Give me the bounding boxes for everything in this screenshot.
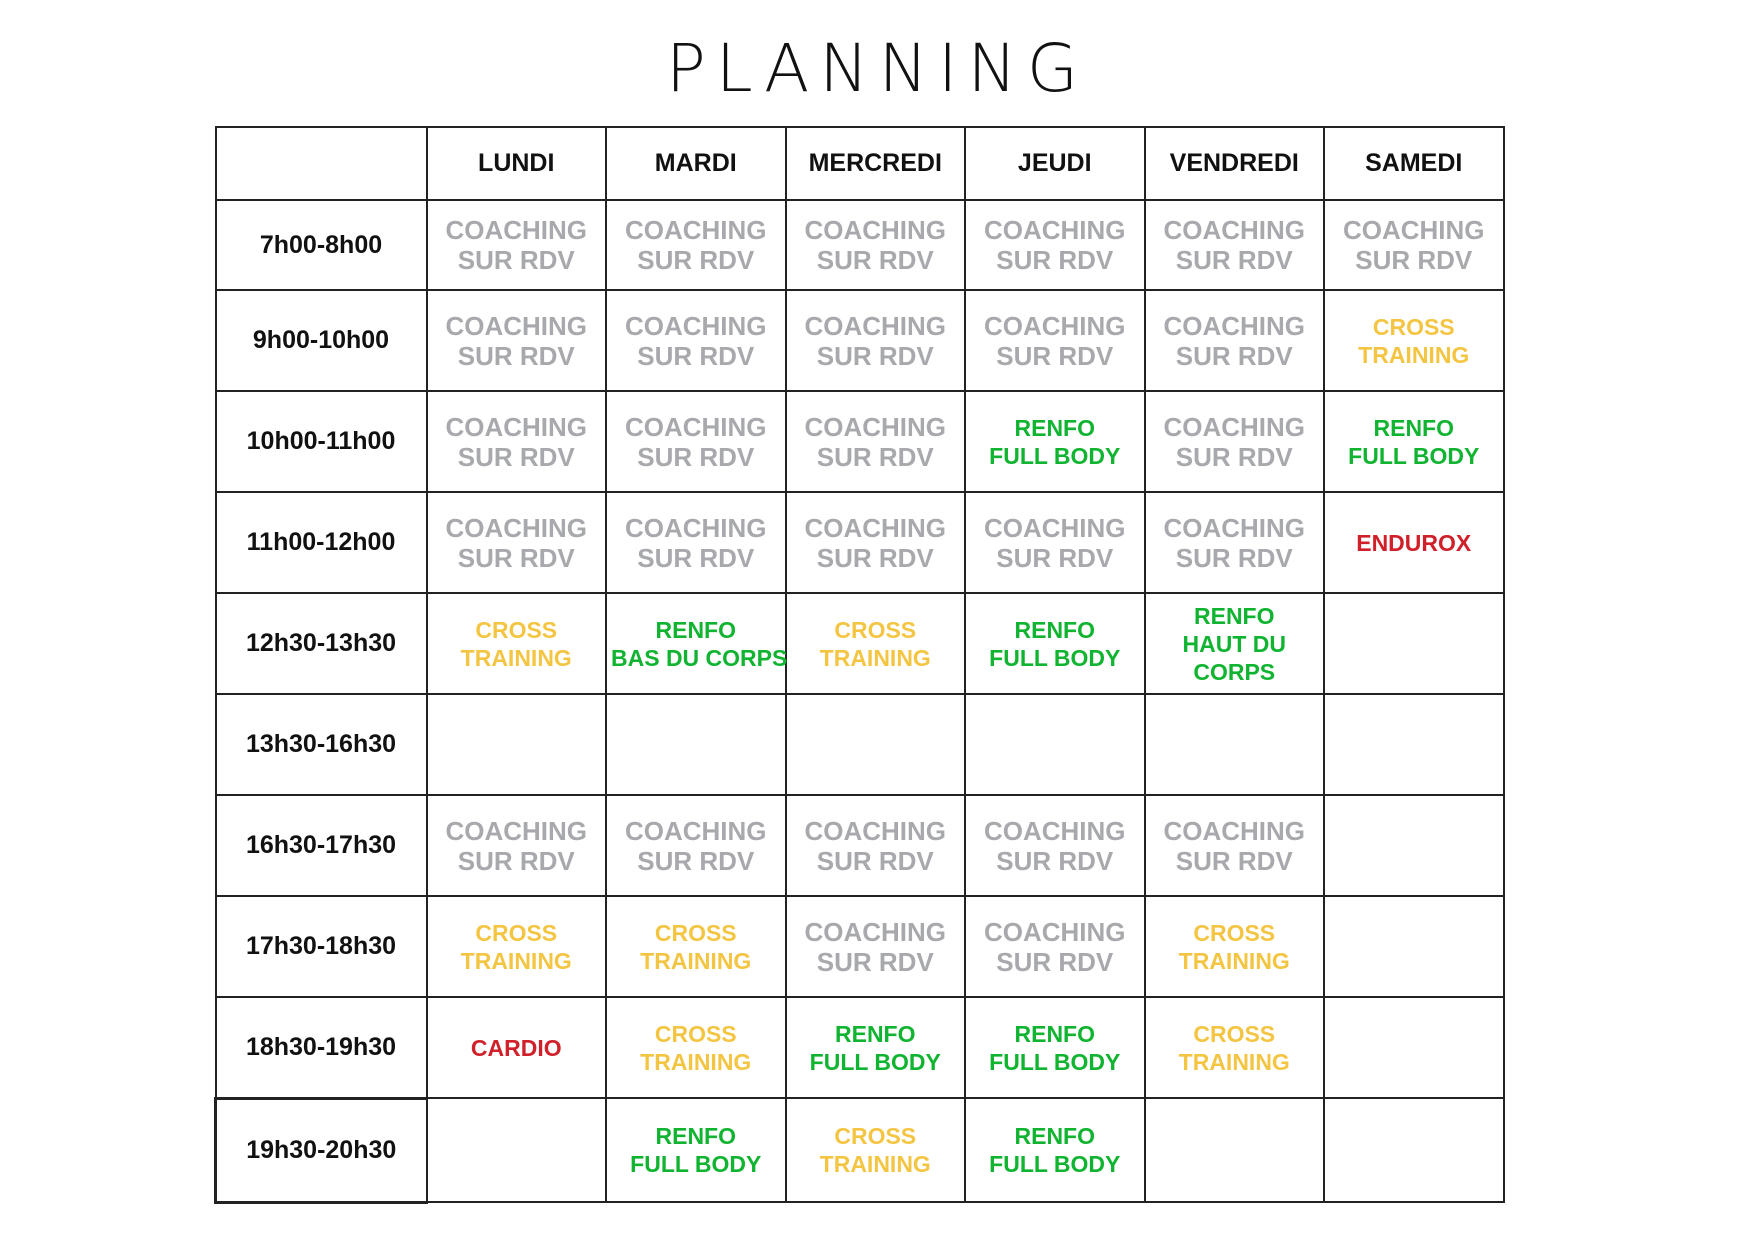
session-label: RENFO [1014, 414, 1095, 441]
session-cell-samedi [1324, 593, 1504, 694]
session-cell-lundi [427, 1098, 607, 1202]
session-cell-mardi [606, 593, 786, 694]
session-cell-samedi [1324, 492, 1504, 593]
session-label: RENFO [1014, 1123, 1095, 1149]
session-label: SUR RDV [816, 441, 934, 472]
session-cell-vendredi [1145, 1098, 1325, 1202]
session-label: FULL BODY [989, 644, 1121, 671]
session-label: CROSS [475, 616, 558, 643]
session-label: TRAINING [640, 947, 752, 974]
session-label: SUR RDV [816, 340, 934, 371]
session-cell-mardi [606, 492, 786, 593]
schedule-row [216, 391, 1504, 492]
session-cell-mercredi [786, 200, 966, 290]
session-label: COACHING [1342, 215, 1485, 245]
session-cell-jeudi [965, 997, 1145, 1098]
session-label: RENFO [1014, 616, 1095, 643]
session-cell-mardi [606, 694, 786, 795]
session-label: COACHING [624, 215, 767, 245]
session-cell-vendredi [1145, 593, 1325, 694]
session-cell-vendredi [1145, 492, 1325, 593]
session-label: TRAINING [1358, 341, 1470, 368]
session-cell-vendredi [1145, 795, 1325, 896]
time-slot-label: 7h00-8h00 [216, 200, 427, 290]
session-label: SUR RDV [637, 542, 755, 573]
session-cell-jeudi [965, 694, 1145, 795]
session-label: SUR RDV [996, 845, 1114, 876]
session-cell-samedi [1324, 795, 1504, 896]
session-label: COACHING [624, 411, 767, 442]
session-label: SUR RDV [637, 340, 755, 371]
session-label: COACHING [804, 815, 947, 846]
time-slot-label: 11h00-12h00 [216, 492, 427, 593]
schedule-row [216, 1098, 1504, 1202]
session-label: FULL BODY [989, 1151, 1121, 1177]
session-label: CROSS [1193, 919, 1276, 946]
session-cell-lundi [427, 896, 607, 997]
session-cell-jeudi [965, 593, 1145, 694]
day-header-vendredi: VENDREDI [1145, 127, 1325, 200]
session-label: COACHING [983, 215, 1126, 245]
session-label: FULL BODY [630, 1151, 762, 1177]
session-label: FULL BODY [989, 1048, 1121, 1075]
time-slot-label: 18h30-19h30 [216, 997, 427, 1098]
session-cell-lundi [427, 694, 607, 795]
session-label: ENDUROX [1356, 529, 1472, 556]
session-cell-vendredi [1145, 391, 1325, 492]
session-cell-samedi [1324, 290, 1504, 391]
schedule-row [216, 896, 1504, 997]
session-label: SUR RDV [1175, 340, 1293, 371]
session-label: COACHING [1163, 310, 1306, 341]
session-label: COACHING [804, 215, 947, 245]
session-label: HAUT DU [1182, 630, 1286, 657]
session-label: SUR RDV [996, 245, 1114, 275]
session-label: TRAINING [1178, 1048, 1290, 1075]
time-slot-label: 17h30-18h30 [216, 896, 427, 997]
session-label: COACHING [983, 815, 1126, 846]
time-slot-label: 13h30-16h30 [216, 694, 427, 795]
session-cell-lundi [427, 391, 607, 492]
session-cell-samedi [1324, 391, 1504, 492]
session-cell-mercredi [786, 694, 966, 795]
session-label: CROSS [1193, 1020, 1276, 1047]
session-label: TRAINING [819, 1151, 931, 1177]
session-label: SUR RDV [457, 340, 575, 371]
session-cell-lundi [427, 997, 607, 1098]
session-cell-lundi [427, 593, 607, 694]
day-header-lundi: LUNDI [427, 127, 607, 200]
session-label: COACHING [445, 411, 588, 442]
session-cell-mardi [606, 795, 786, 896]
session-label: COACHING [445, 215, 588, 245]
session-label: CROSS [1372, 313, 1455, 340]
session-label: RENFO [655, 616, 736, 643]
session-label: CORPS [1193, 658, 1276, 685]
session-label: SUR RDV [996, 946, 1114, 977]
session-cell-jeudi [965, 896, 1145, 997]
session-label: TRAINING [460, 947, 572, 974]
session-label: SUR RDV [816, 946, 934, 977]
session-label: COACHING [983, 916, 1126, 947]
page-title: PLANNING [666, 30, 1088, 107]
session-cell-mercredi [786, 896, 966, 997]
session-label: CROSS [475, 919, 558, 946]
session-cell-mercredi [786, 593, 966, 694]
session-cell-lundi [427, 200, 607, 290]
session-cell-vendredi [1145, 290, 1325, 391]
session-cell-jeudi [965, 1098, 1145, 1202]
time-slot-label: 10h00-11h00 [216, 391, 427, 492]
schedule-row [216, 492, 1504, 593]
session-label: SUR RDV [1175, 245, 1293, 275]
schedule-row [216, 694, 1504, 795]
day-header-mercredi: MERCREDI [786, 127, 966, 200]
session-label: COACHING [804, 512, 947, 543]
session-label: BAS DU CORPS [611, 644, 788, 671]
schedule-row [216, 593, 1504, 694]
session-label: COACHING [983, 310, 1126, 341]
session-label: COACHING [804, 916, 947, 947]
time-slot-label: 16h30-17h30 [216, 795, 427, 896]
session-label: SUR RDV [637, 245, 755, 275]
session-cell-mercredi [786, 492, 966, 593]
header-corner-cell [216, 127, 427, 200]
session-cell-mercredi [786, 391, 966, 492]
schedule-row [216, 997, 1504, 1098]
session-label: RENFO [835, 1020, 916, 1047]
session-cell-mardi [606, 290, 786, 391]
schedule-row [216, 795, 1504, 896]
session-cell-mercredi [786, 290, 966, 391]
session-label: COACHING [624, 815, 767, 846]
session-label: FULL BODY [1348, 442, 1480, 469]
schedule-body [216, 200, 1504, 1202]
schedule-row [216, 200, 1504, 290]
session-label: SUR RDV [1175, 441, 1293, 472]
session-cell-jeudi [965, 200, 1145, 290]
session-label: COACHING [1163, 815, 1306, 846]
session-cell-mardi [606, 1098, 786, 1202]
session-cell-mardi [606, 896, 786, 997]
session-cell-jeudi [965, 290, 1145, 391]
session-label: SUR RDV [1175, 542, 1293, 573]
session-label: SUR RDV [816, 245, 934, 275]
schedule-row [216, 290, 1504, 391]
schedule-header [216, 127, 1504, 200]
session-label: RENFO [1373, 414, 1454, 441]
session-label: COACHING [1163, 411, 1306, 442]
session-label: COACHING [1163, 512, 1306, 543]
session-cell-vendredi [1145, 694, 1325, 795]
session-label: CARDIO [470, 1034, 562, 1061]
session-label: SUR RDV [996, 340, 1114, 371]
session-cell-samedi [1324, 1098, 1504, 1202]
session-cell-mercredi [786, 1098, 966, 1202]
time-slot-label: 12h30-13h30 [216, 593, 427, 694]
session-label: CROSS [834, 616, 917, 643]
session-label: SUR RDV [816, 542, 934, 573]
session-cell-lundi [427, 795, 607, 896]
session-label: SUR RDV [637, 441, 755, 472]
session-label: SUR RDV [1355, 245, 1473, 275]
session-label: SUR RDV [637, 845, 755, 876]
session-label: SUR RDV [457, 441, 575, 472]
session-label: COACHING [624, 310, 767, 341]
session-label: COACHING [804, 310, 947, 341]
session-cell-samedi [1324, 997, 1504, 1098]
session-label: FULL BODY [989, 442, 1121, 469]
session-cell-vendredi [1145, 997, 1325, 1098]
schedule-table [214, 126, 1505, 1204]
session-label: COACHING [445, 815, 588, 846]
session-label: COACHING [804, 411, 947, 442]
session-cell-mardi [606, 997, 786, 1098]
session-label: CROSS [834, 1123, 917, 1149]
time-slot-label: 19h30-20h30 [216, 1098, 427, 1202]
session-cell-samedi [1324, 200, 1504, 290]
session-cell-vendredi [1145, 200, 1325, 290]
session-cell-samedi [1324, 896, 1504, 997]
session-label: SUR RDV [816, 845, 934, 876]
day-header-jeudi: JEUDI [965, 127, 1145, 200]
session-cell-lundi [427, 290, 607, 391]
session-cell-mardi [606, 391, 786, 492]
session-label: TRAINING [640, 1048, 752, 1075]
session-label: RENFO [1194, 602, 1275, 629]
session-label: COACHING [624, 512, 767, 543]
session-cell-mercredi [786, 795, 966, 896]
session-label: COACHING [445, 512, 588, 543]
session-label: SUR RDV [457, 845, 575, 876]
session-label: COACHING [1163, 215, 1306, 245]
session-label: SUR RDV [996, 542, 1114, 573]
time-slot-label: 9h00-10h00 [216, 290, 427, 391]
session-cell-mercredi [786, 997, 966, 1098]
session-label: SUR RDV [457, 245, 575, 275]
session-label: CROSS [654, 919, 737, 946]
session-cell-mardi [606, 200, 786, 290]
session-label: CROSS [654, 1020, 737, 1047]
session-label: RENFO [655, 1123, 736, 1149]
session-cell-jeudi [965, 492, 1145, 593]
session-label: COACHING [445, 310, 588, 341]
header-row [216, 127, 1504, 200]
session-label: SUR RDV [1175, 845, 1293, 876]
session-label: TRAINING [819, 644, 931, 671]
day-header-mardi: MARDI [606, 127, 786, 200]
session-cell-lundi [427, 492, 607, 593]
session-label: FULL BODY [809, 1048, 941, 1075]
session-cell-jeudi [965, 795, 1145, 896]
day-header-samedi: SAMEDI [1324, 127, 1504, 200]
session-label: TRAINING [460, 644, 572, 671]
session-label: SUR RDV [457, 542, 575, 573]
session-label: TRAINING [1178, 947, 1290, 974]
session-cell-samedi [1324, 694, 1504, 795]
session-cell-jeudi [965, 391, 1145, 492]
session-label: RENFO [1014, 1020, 1095, 1047]
session-cell-vendredi [1145, 896, 1325, 997]
session-label: COACHING [983, 512, 1126, 543]
